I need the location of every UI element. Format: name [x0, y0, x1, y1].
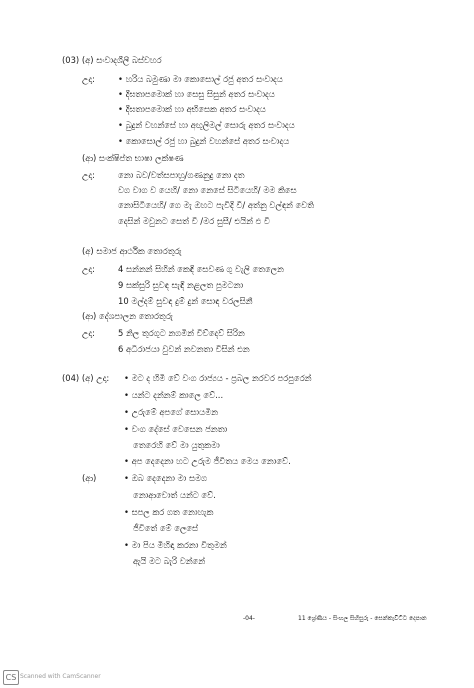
song-line: • උරුමේ අපගේ සොයමින [124, 407, 218, 417]
scanner-watermark: Scanned with CamScanner [20, 673, 101, 680]
verse-line: 5 නිල තුරගුට නගමින් විව්දෙව් සිරින [118, 328, 245, 338]
footer-course: 11 ශ්‍රේණිය - සිංහල සිහිසුරු - සෙන්කැවිට්ට දෙපාන [298, 615, 427, 622]
example-label: උදා: [82, 264, 95, 274]
song-line: නොආවොත් යන්ට වේ. [133, 490, 216, 500]
song-line: • සපල කර ගත නොහැක [124, 507, 214, 517]
concise-line: වග වාග ව යෙහි/ නො නෙසේ සිටියෙහි/ මම කිසෙ [118, 185, 297, 195]
dialogue-bullet: • දීඝතාපමොක් හා අභිසෙක අතර සංවාදය [118, 104, 266, 114]
dialogue-bullet: • බුදුන් වහන්සේ හා අඟුලිමල් සොරු අතර සංවාදය [118, 120, 295, 130]
section-04-aa-label: (ආ) [82, 473, 97, 483]
song-line: ජීවිතේ මේ ලෙසේ [133, 523, 199, 533]
dialogue-bullet: • හරිය බමුණා මා කොසොල් රජු අතර සංවාදය [118, 74, 283, 84]
page-number: -04- [243, 615, 255, 622]
dialogue-bullet: • දීඝතාපමොක් හා සෙසු සිසුන් අතර සංවාදය [118, 89, 275, 99]
concise-line: දෙසින් මවුනට සෙත් වී /මර සුසී/ එයින් ඵ වී [118, 216, 270, 226]
song-line: ඇයි මට බැරි වන්නේ [133, 556, 206, 566]
song-line: • අප දෙදෙනා හට උරුම ජීවිතය මෙය නොවේ. [124, 456, 291, 466]
example-label: උදා: [82, 74, 95, 84]
dialogue-bullet: • කොසොල් රජු හා බුදුන් වහන්සේ අතර සංවාදය [118, 136, 290, 146]
verse-line: 10 මල්දම් සුවඳ දුම් දුන් සොඳ වරලසිනී [118, 296, 253, 306]
verse-line: 4 සන්නන් සිහින් කෙඳි සෙවණ ගු වැලි තෙලෙන [118, 264, 284, 274]
song-line: • මා පිය මිහිඳා කරනා විතුමන් [124, 540, 227, 550]
song-line: • වංග දේසේ වෙසෙන ජනතා [124, 424, 228, 434]
concise-line: නොසිටියෙහි/ ගෙ මැ ඔහට පැවිදි වී/ අත්නු වල්ඳන් වෙති [118, 200, 314, 210]
concise-line: නො බව/වත්සපාහු/ගණනුදු නො දත [118, 170, 245, 180]
song-line: තෙරෙහි වේ මා යුතුකමා [133, 440, 220, 450]
verse-line: 6 අධිරාජයා වුවන් නවනතා විසින් එන [118, 344, 250, 354]
social-info-heading: (අ) සමාජ ආර්ථික තොරතුරු [82, 246, 182, 256]
song-line: • ඔබ දෙදෙනා මා සමග [124, 473, 207, 483]
political-info-heading: (ආ) දේශපාලන තොරතුරු [82, 311, 173, 321]
section-03-aa-heading: (ආ) සංක්ෂිප්ත භාෂා ලක්ෂණ [82, 153, 184, 163]
example-label: උදා: [82, 328, 95, 338]
section-03-heading: (03) (අ) සංවාදශීලී බස්වහර [62, 55, 162, 65]
song-line: • මට ද හිමි වේ වංග රාජ්‍යය - ප්‍රබල නරවර පරපුරෙන් [124, 373, 312, 383]
song-line: • යන්ට දන්නම් කාලෙ වේ... [124, 390, 224, 400]
example-label: උදා: [82, 170, 95, 180]
section-04-label: (04) (අ) උදා: [62, 373, 110, 383]
verse-line: 9 සක්සුරි සුවඳ සැඳි නළලත පුමටනා [118, 280, 244, 290]
camscanner-logo-icon: CS [3, 670, 19, 685]
